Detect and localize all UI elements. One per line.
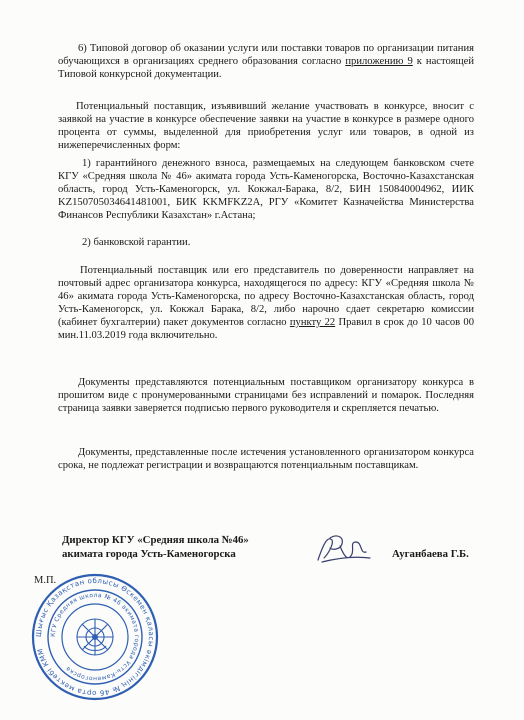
paragraph-late-documents: Документы, представленные после истечения установленного организатором конкурса срока, не подлежат регистрации и возвращаются потенциальным поставщикам. [58,447,474,471]
director-title-line-2: акимата города Усть-Каменогорска [62,548,236,560]
official-seal-stamp [30,572,160,702]
handwritten-signature [314,532,374,566]
paragraph-guarantee-item-1: 1) гарантийного денежного взноса, размещаемых на следующем банковском счете КГУ «Средняя школа № 46» акимата города Усть-Каменогорска, Восточно-Казахстанская область, город Усть-Каменогорск, ул. Кокжал-Барака, 8/2, БИН 150840004962, ИИК KZ150705034641481001, БИК KKMFKZ2A, РГУ «Комитет Казначейства Министерства Финансов Республики Казахстан» г.Астана; [58,158,474,221]
clause-22-link[interactable]: пункту 22 [289,317,336,328]
paragraph-documents-format: Документы представляются потенциальным поставщиком организатору конкурса в прошитом виде с пронумерованными страницами без исправлений и помарок. Последняя страница заявки заверяется подписью первого руководителя и скрепляется печатью. [58,377,474,414]
stamp-place-label: М.П. [34,575,57,586]
paragraph-guarantee-intro: Потенциальный поставщик, изъявивший желание участвовать в конкурсе, вносит с заявкой на участие в конкурсе обеспечение заявки на участие в конкурсе в размере одного процента от суммы, выделенной для приобретения услуг или товаров, в одной из нижеперечисленных форм: [58,101,474,151]
paragraph-item-6: 6) Типовой договор об оказании услуги или поставки товаров по организации питания обучающихся в организациях среднего образования согласно приложению 9 к настоящей Типовой конкурсной документации. [58,43,474,80]
svg-text:Шығыс Қазақстан облысы Өскемен: Шығыс Қазақстан облысы Өскемен қаласы әкімдігінің № 46 орта мектебі КММ [34,576,156,698]
director-title-line-1: Директор КГУ «Средняя школа №46» [62,534,249,546]
svg-text:КГУ Средняя школа № 46 акимата: КГУ Средняя школа № 46 акимата города Усть-Каменогорска [49,591,141,683]
director-name: Ауганбаева Г.Б. [392,548,469,560]
paragraph-send-documents: Потенциальный поставщик или его представитель по доверенности направляет на почтовый адрес организатора конкурса, находящегося по адресу: КГУ «Средняя школа № 46» акимата города Усть-Каменогорска, по адресу Восточно-Казахстанская область, город Усть-Каменогорск, ул. Кокжал Барака, 8/2, либо нарочно сдает секретарю комиссии (кабинет бухгалтерии) пакет документов согласно пункту 22 Правил в срок до 10 часов 00 мин.11.03.2019 года включительно. [58,265,475,341]
paragraph-guarantee-item-2: 2) банковской гарантии. [82,237,191,248]
appendix-9-link[interactable]: приложению 9 [345,56,413,67]
